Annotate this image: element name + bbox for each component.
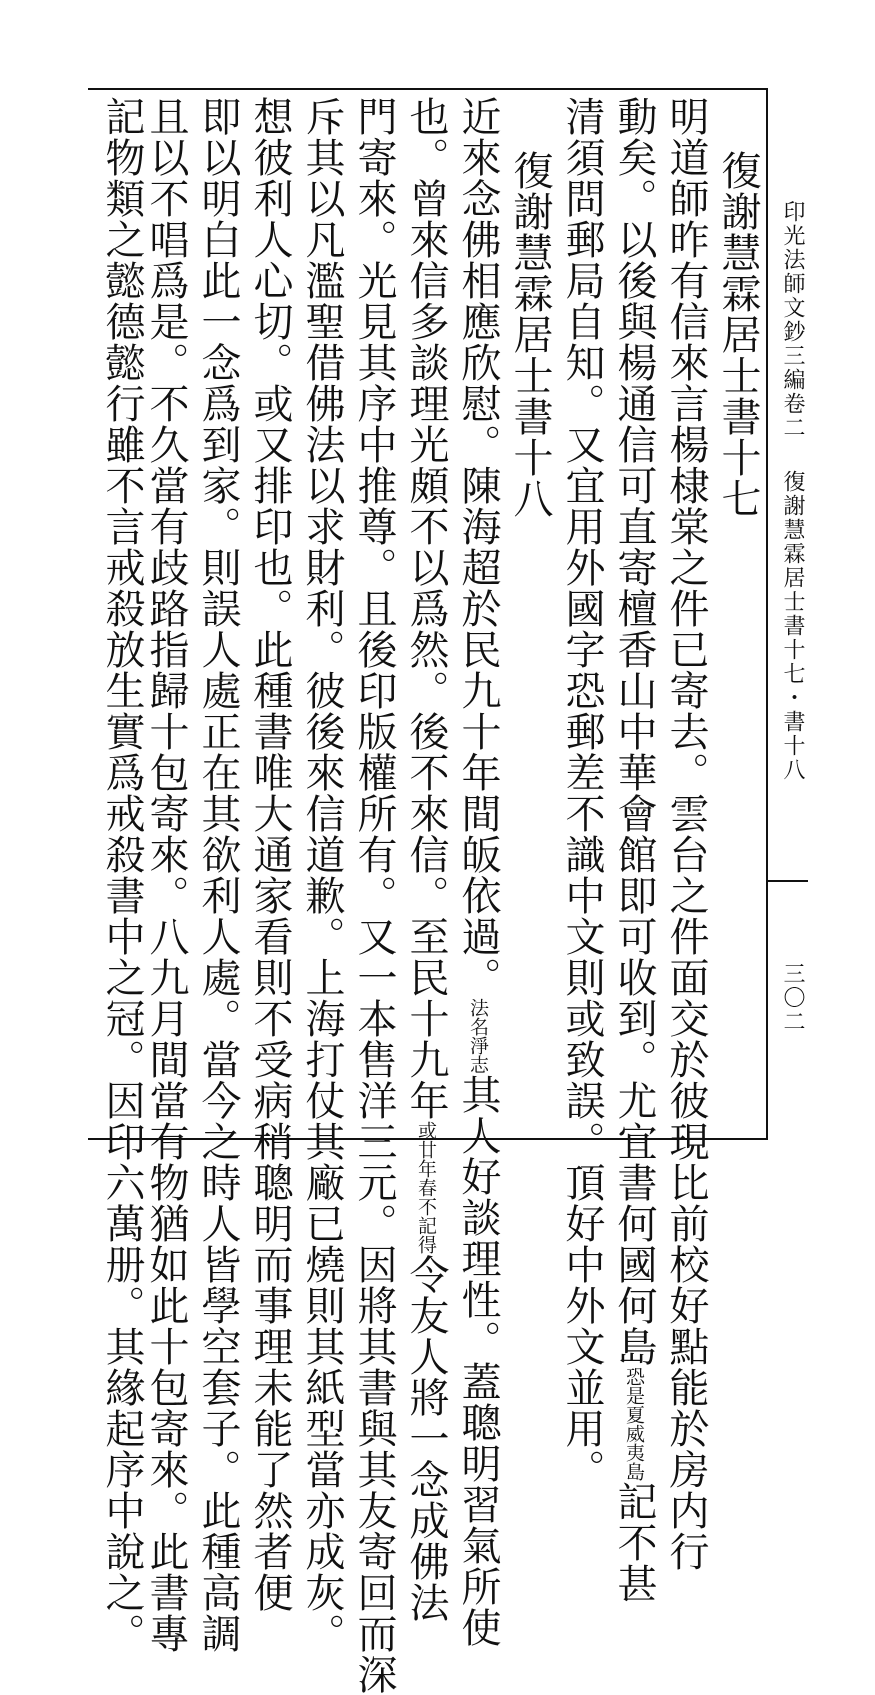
text-column: 清須問郵局自知。又宜用外國字恐郵差不識中文則或致誤。頂好中外文並用。	[559, 96, 605, 1490]
text-column: 也。曾來信多談理光頗不以爲然。後不來信。至民十九年或廿年春不記得令友人將一念成佛法	[403, 96, 449, 1623]
text-column: 斥其以凡濫聖借佛法以求財利。彼後來信道歉。上海打仗其廠已燒則其紙型當亦成灰。	[299, 96, 345, 1654]
text-column: 想彼利人心切。或又排印也。此種書唯大通家看則不受病稍聰明而事理未能了然者便	[247, 96, 293, 1613]
frame-right-rule	[766, 88, 768, 1140]
annotation-note: 恐是夏威夷島	[623, 1367, 645, 1481]
book-title: 印光法師文鈔三編卷二	[780, 200, 805, 440]
text-column: 記物類之懿德懿行雖不言戒殺放生實爲戒殺書中之冠。因印六萬册。其緣起序中說之。	[99, 96, 145, 1654]
page-number: 三〇二	[780, 962, 805, 1034]
frame-top-rule	[88, 88, 766, 90]
text-column: 門寄來。光見其序中推尊。且後印版權所有。又一本售洋三元。因將其書與其友寄回而深	[351, 96, 397, 1695]
section-title: 復謝慧霖居士書十七・書十八	[780, 470, 805, 782]
text-column: 且以不唱爲是。不久當有歧路指歸十包寄來。八九月間當有物猶如此十包寄來。此書專	[143, 96, 189, 1654]
letter-title-18: 復謝慧霖居士書十八	[507, 150, 553, 519]
annotation-note: 或廿年春不記得	[415, 1121, 437, 1254]
text-column: 明道師昨有信來言楊棣棠之件已寄去。雲台之件面交於彼現比前校好點能於房内行	[663, 96, 709, 1572]
text-column: 動矣。以後與楊通信可直寄檀香山中華會館即可收到。尤宜書何國何島恐是夏威夷島記不甚	[611, 96, 657, 1604]
annotation-note: 法名淨志	[467, 998, 489, 1074]
letter-title-17: 復謝慧霖居士書十七	[715, 150, 761, 519]
text-column: 即以明白此一念爲到家。則誤人處正在其欲利人處。當今之時人皆學空套子。此種高調	[195, 96, 241, 1654]
text-column: 近來念佛相應欣慰。陳海超於民九十年間皈依過。法名淨志其人好談理性。蓋聰明習氣所使	[455, 96, 501, 1648]
header-divider	[768, 880, 808, 882]
